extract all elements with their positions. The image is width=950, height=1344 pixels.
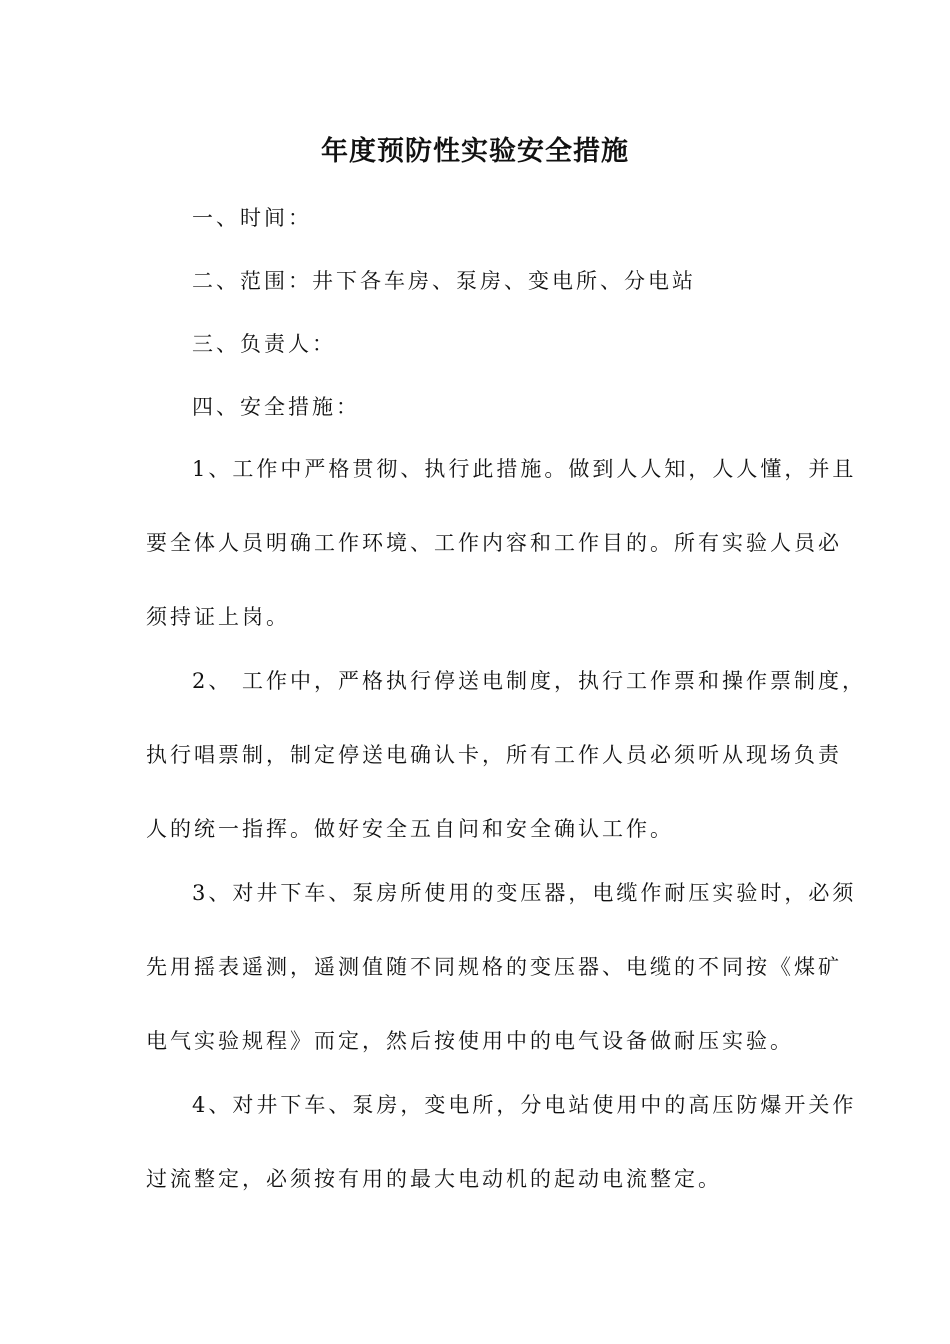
paragraph-3-line-3: 电气实验规程》而定，然后按使用中的电气设备做耐压实验。 xyxy=(146,1029,794,1053)
item-scope: 二、范围：井下各车房、泵房、变电所、分电站 xyxy=(192,269,696,293)
paragraph-3-line-1: 3、对井下车、泵房所使用的变压器，电缆作耐压实验时，必须 xyxy=(192,881,857,905)
paragraph-4-line-2: 过流整定，必须按有用的最大电动机的起动电流整定。 xyxy=(146,1167,722,1191)
paragraph-2-line-1: 2、 工作中，严格执行停送电制度，执行工作票和操作票制度， xyxy=(192,669,867,693)
paragraph-2-line-3: 人的统一指挥。做好安全五自问和安全确认工作。 xyxy=(146,817,674,841)
paragraph-2-line-2: 执行唱票制，制定停送电确认卡，所有工作人员必须听从现场负责 xyxy=(146,743,842,767)
paragraph-1-line-2: 要全体人员明确工作环境、工作内容和工作目的。所有实验人员必 xyxy=(146,531,842,555)
item-person: 三、负责人： xyxy=(192,332,336,356)
document-title: 年度预防性实验安全措施 xyxy=(321,136,629,167)
paragraph-4-line-1: 4、对井下车、泵房，变电所，分电站使用中的高压防爆开关作 xyxy=(192,1093,857,1117)
item-measures: 四、安全措施： xyxy=(192,395,360,419)
paragraph-1-line-1: 1、工作中严格贯彻、执行此措施。做到人人知，人人懂，并且 xyxy=(192,457,857,481)
item-time: 一、时间： xyxy=(192,206,312,230)
paragraph-3-line-2: 先用摇表遥测，遥测值随不同规格的变压器、电缆的不同按《煤矿 xyxy=(146,955,842,979)
paragraph-1-line-3: 须持证上岗。 xyxy=(146,605,290,629)
